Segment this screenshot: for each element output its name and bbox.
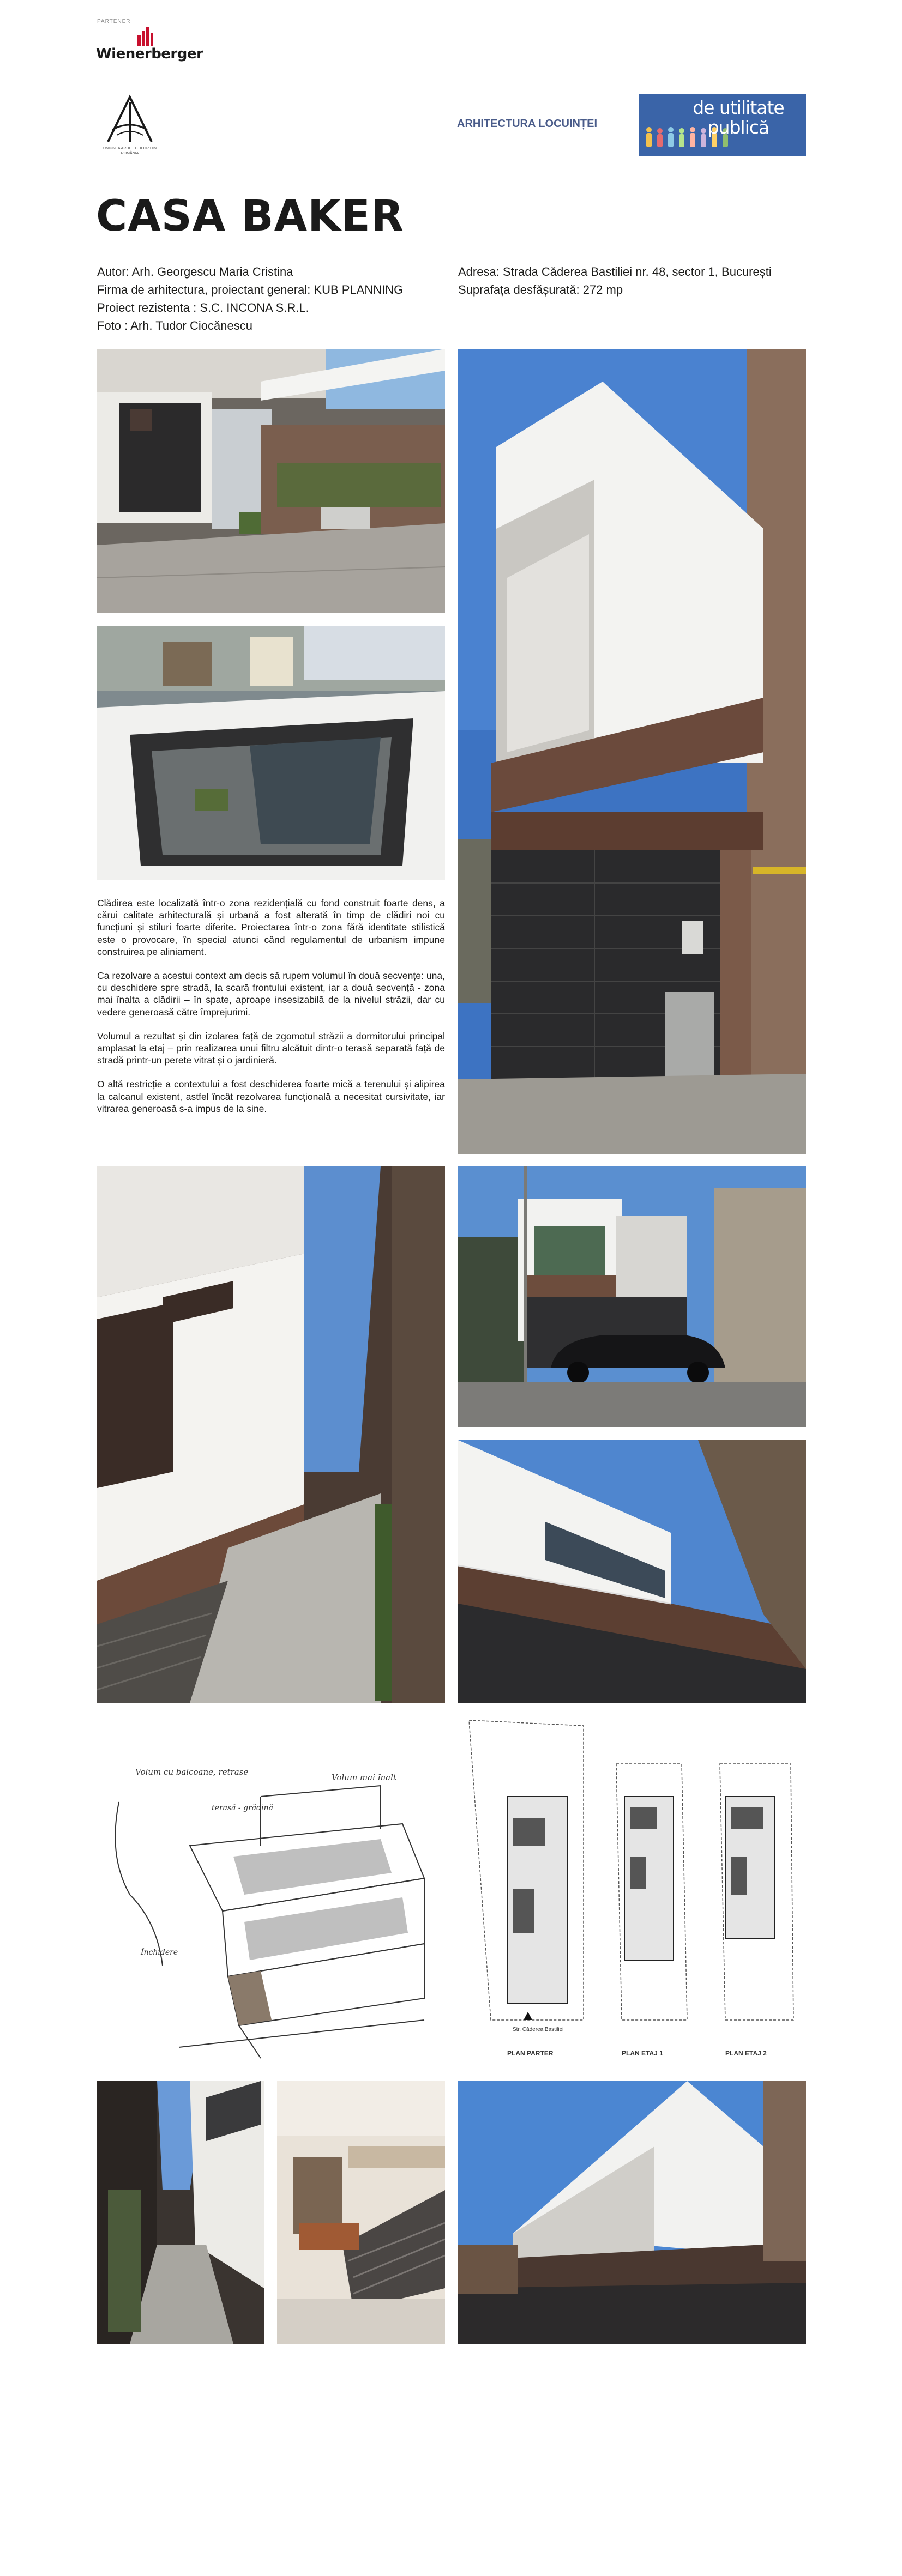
paragraph-3: Volumul a rezultat și din izolarea față de zgomotul străzii a dormitorului principal amplasat la etaj – prin realizarea unui filtru alcătuit dintr-o terasă separată față de stradă printr-un perete vitrat și o jardinieră. (97, 1030, 445, 1066)
partner-name: Wienerberger (96, 46, 203, 62)
sketch-note-1: Volum cu balcoane, retrase (135, 1767, 249, 1777)
sketch-note-4: Închidere (141, 1948, 178, 1957)
photo-patio-above[interactable] (97, 626, 445, 880)
public-utility-banner[interactable] (639, 94, 806, 156)
photo-rear-volume[interactable] (458, 2081, 806, 2344)
floor-plans[interactable] (458, 1715, 806, 2069)
photo-credit-line: Foto : Arh. Tudor Ciocănescu (97, 319, 252, 332)
photo-street-facade[interactable] (458, 349, 806, 1154)
sketch-note-3: terasă - grădină (212, 1804, 273, 1812)
location-block (458, 263, 807, 299)
photo-entrance-terrace[interactable] (97, 349, 445, 613)
uar-caption: UNIUNEA ARHITECȚILOR DIN ROMÂNIA (103, 147, 157, 155)
uar-logo[interactable] (97, 92, 163, 159)
structure-line: Proiect rezistenta : S.C. INCONA S.R.L. (97, 301, 309, 315)
paragraph-1: Clădirea este localizată într-o zona rezidențială cu fond construit foarte dens, a cărui calitate arhitecturală și urbană a fost alterată în timp de clădiri noi cu funcțiuni și stiluri foarte diferite. Proiectarea într-o zona fără identitate stilistică este o provocare, în special atunci când regulamentul de urbanism impune construirea pe aliniament. (97, 898, 445, 957)
address-line: Adresa: Strada Căderea Bastiliei nr. 48, sector 1, București (458, 265, 772, 279)
photo-side-alley[interactable] (97, 1166, 445, 1703)
page-title: CASA BAKER (96, 192, 404, 241)
plan-floor1-label: PLAN ETAJ 1 (622, 2049, 663, 2057)
author-line: Autor: Arh. Georgescu Maria Cristina (97, 265, 293, 279)
photo-narrow-passage[interactable] (97, 2081, 264, 2344)
street-label: Str. Căderea Bastiliei (513, 2027, 564, 2033)
wienerberger-logo[interactable] (96, 27, 203, 62)
firm-line: Firma de arhitectura, proiectant general: KUB PLANNING (97, 283, 404, 297)
description-text (97, 897, 445, 1127)
section-label[interactable]: ARHITECTURA LOCUINȚEI (457, 118, 598, 130)
banner-line2: publică (707, 117, 769, 138)
credits-block (97, 263, 446, 335)
partner-label: PARTENER (97, 19, 131, 25)
paragraph-2: Ca rezolvare a acestui context am decis să rupem volumul în două secvențe: una, cu deschidere spre stradă, la scară frontului existent, iar a două secvență - zona mai înalta a clădirii – în spate, aproape insesizabilă de la nivelul străzii, dar cu vedere generoasă către împrejurimi. (97, 970, 445, 1018)
sketch-note-2: Volum mai înalt (332, 1773, 396, 1782)
sketch-drawing[interactable] (97, 1715, 445, 2069)
area-line: Suprafața desfășurată: 272 mp (458, 283, 623, 297)
banner-text (678, 98, 798, 137)
paragraph-4: O altă restricție a contextului a fost deschiderea foarte mică a terenului și alipirea la calcanul existent, astfel încât rezolvarea funcțională a necesitat cursivitate, iar vitrarea generoasă s-a impus de la sine. (97, 1079, 445, 1114)
photo-street-car[interactable] (458, 1166, 806, 1427)
uar-a-icon (97, 92, 163, 146)
plan-floor2-label: PLAN ETAJ 2 (725, 2049, 767, 2057)
photo-interior-stairs[interactable] (277, 2081, 445, 2344)
photo-cantilever-below[interactable] (458, 1440, 806, 1703)
banner-line1: de utilitate (693, 97, 784, 118)
wienerberger-mark-icon (135, 27, 154, 46)
plan-ground-label: PLAN PARTER (507, 2049, 554, 2057)
